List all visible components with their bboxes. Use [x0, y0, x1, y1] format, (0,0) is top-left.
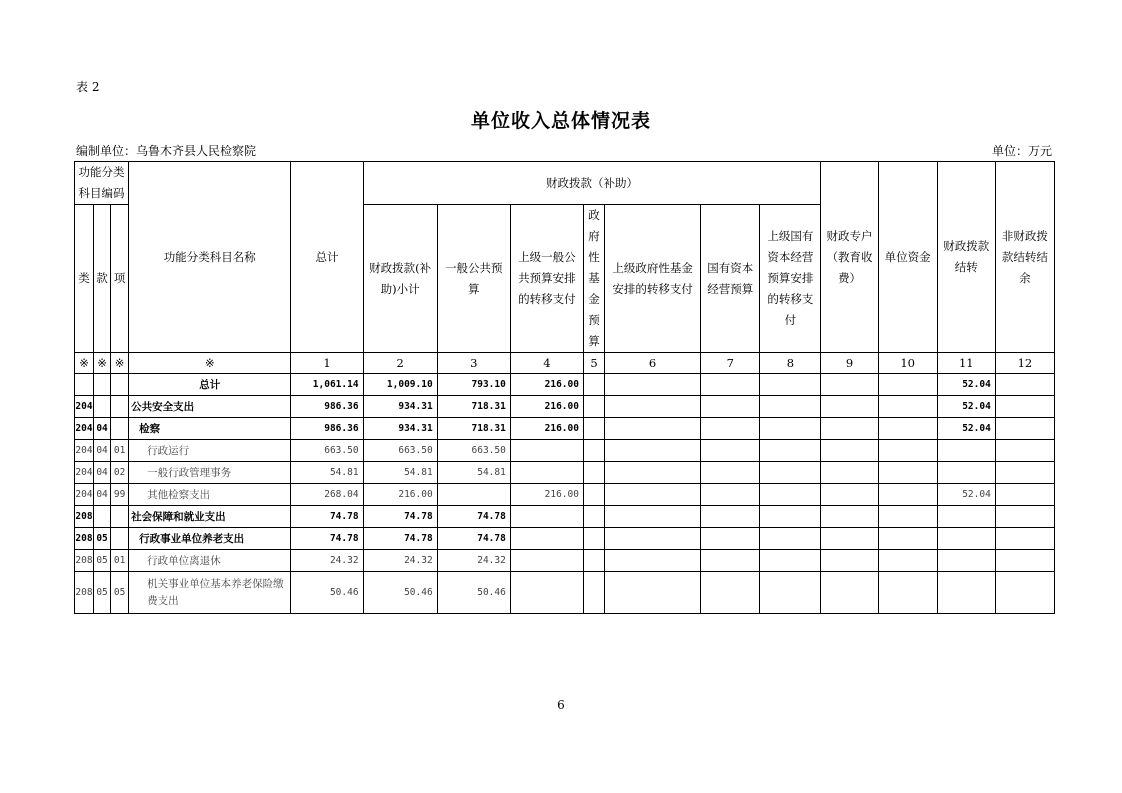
gov-fund-value	[583, 506, 604, 528]
org-name: 编制单位：乌鲁木齐县人民检察院	[76, 144, 257, 158]
upper-fund-transfer-value	[605, 506, 701, 528]
total-value: 54.81	[291, 462, 363, 484]
unit-funds-value	[878, 374, 937, 396]
section-code: 05	[94, 550, 111, 572]
special-education-value	[821, 418, 878, 440]
upper-general-transfer-value	[510, 572, 583, 614]
item-code	[111, 506, 129, 528]
row-name: 行政单位离退休	[129, 550, 291, 572]
gov-fund-value	[583, 528, 604, 550]
general-budget-value	[437, 484, 510, 506]
section-code	[94, 506, 111, 528]
header-upper-fund-transfer: 上级政府性基金安排的转移支付	[605, 205, 701, 353]
special-education-value	[821, 440, 878, 462]
upper-state-capital-value	[760, 550, 821, 572]
nonfiscal-carryover-value	[995, 572, 1054, 614]
unit-funds-value	[878, 440, 937, 462]
fiscal-subtotal-value: 663.50	[363, 440, 437, 462]
nonfiscal-carryover-value	[995, 374, 1054, 396]
class-code	[75, 374, 94, 396]
index-cell: 12	[995, 353, 1054, 374]
upper-state-capital-value	[760, 484, 821, 506]
fiscal-carryover-value: 52.04	[937, 484, 995, 506]
section-code: 05	[94, 528, 111, 550]
class-code: 208	[75, 550, 94, 572]
state-capital-value	[701, 396, 760, 418]
header-special-education: 财政专户（教育收费）	[821, 162, 878, 353]
row-name: 检察	[129, 418, 291, 440]
upper-general-transfer-value: 216.00	[510, 484, 583, 506]
unit-funds-value	[878, 550, 937, 572]
total-value: 1,061.14	[291, 374, 363, 396]
fiscal-subtotal-value: 50.46	[363, 572, 437, 614]
header-code-group: 功能分类科目编码	[75, 162, 129, 205]
table-row	[75, 572, 1055, 614]
special-education-value	[821, 484, 878, 506]
nonfiscal-carryover-value	[995, 396, 1054, 418]
item-code: 01	[111, 550, 129, 572]
class-code: 204	[75, 396, 94, 418]
general-budget-value: 24.32	[437, 550, 510, 572]
gov-fund-value	[583, 396, 604, 418]
total-value: 74.78	[291, 528, 363, 550]
table-row	[75, 550, 1055, 572]
state-capital-value	[701, 440, 760, 462]
upper-state-capital-value	[760, 374, 821, 396]
special-education-value	[821, 462, 878, 484]
section-code: 04	[94, 440, 111, 462]
index-cell: 3	[437, 353, 510, 374]
unit-funds-value	[878, 396, 937, 418]
index-cell: ※	[111, 353, 129, 374]
page-number: 6	[557, 698, 565, 712]
special-education-value	[821, 572, 878, 614]
upper-general-transfer-value	[510, 550, 583, 572]
index-cell: 10	[878, 353, 937, 374]
class-code: 208	[75, 572, 94, 614]
gov-fund-value	[583, 484, 604, 506]
header-fiscal-group: 财政拨款（补助）	[363, 162, 821, 205]
gov-fund-value	[583, 550, 604, 572]
index-cell: 5	[583, 353, 604, 374]
state-capital-value	[701, 506, 760, 528]
header-general-budget: 一般公共预算	[437, 205, 510, 353]
index-cell: 7	[701, 353, 760, 374]
section-code: 04	[94, 484, 111, 506]
index-cell: 9	[821, 353, 878, 374]
nonfiscal-carryover-value	[995, 418, 1054, 440]
total-value: 24.32	[291, 550, 363, 572]
row-name: 社会保障和就业支出	[129, 506, 291, 528]
total-value: 986.36	[291, 418, 363, 440]
total-value: 50.46	[291, 572, 363, 614]
item-code: 02	[111, 462, 129, 484]
item-code	[111, 396, 129, 418]
header-gov-fund-budget: 政府性基金预算	[583, 205, 604, 353]
index-cell: 11	[937, 353, 995, 374]
general-budget-value: 793.10	[437, 374, 510, 396]
gov-fund-value	[583, 374, 604, 396]
row-name: 总计	[129, 374, 291, 396]
state-capital-value	[701, 528, 760, 550]
table-label: 表 2	[76, 80, 100, 94]
class-code: 208	[75, 506, 94, 528]
general-budget-value: 50.46	[437, 572, 510, 614]
class-code: 208	[75, 528, 94, 550]
row-name: 一般行政管理事务	[129, 462, 291, 484]
upper-fund-transfer-value	[605, 440, 701, 462]
gov-fund-value	[583, 572, 604, 614]
header-section: 款	[94, 205, 111, 353]
table-row	[75, 528, 1055, 550]
class-code: 204	[75, 462, 94, 484]
section-code	[94, 396, 111, 418]
upper-general-transfer-value	[510, 462, 583, 484]
item-code: 05	[111, 572, 129, 614]
upper-fund-transfer-value	[605, 528, 701, 550]
header-unit-funds: 单位资金	[878, 162, 937, 353]
upper-state-capital-value	[760, 572, 821, 614]
header-nonfiscal-carryover: 非财政拨款结转结余	[995, 162, 1054, 353]
row-name: 公共安全支出	[129, 396, 291, 418]
header-class: 类	[75, 205, 94, 353]
class-code: 204	[75, 440, 94, 462]
index-cell: ※	[94, 353, 111, 374]
unit-funds-value	[878, 572, 937, 614]
header-state-capital-budget: 国有资本经营预算	[701, 205, 760, 353]
gov-fund-value	[583, 418, 604, 440]
state-capital-value	[701, 462, 760, 484]
row-name: 行政运行	[129, 440, 291, 462]
page-title: 单位收入总体情况表	[470, 110, 651, 132]
class-code: 204	[75, 484, 94, 506]
header-upper-state-capital-transfer: 上级国有资本经营预算安排的转移支付	[760, 205, 821, 353]
state-capital-value	[701, 418, 760, 440]
index-cell: 6	[605, 353, 701, 374]
index-cell: ※	[129, 353, 291, 374]
nonfiscal-carryover-value	[995, 506, 1054, 528]
upper-state-capital-value	[760, 440, 821, 462]
upper-general-transfer-value: 216.00	[510, 396, 583, 418]
row-name: 机关事业单位基本养老保险缴费支出	[129, 572, 291, 614]
index-cell: 8	[760, 353, 821, 374]
index-cell: ※	[75, 353, 94, 374]
total-value: 74.78	[291, 506, 363, 528]
item-code: 99	[111, 484, 129, 506]
fiscal-carryover-value	[937, 462, 995, 484]
header-fiscal-carryover: 财政拨款结转	[937, 162, 995, 353]
upper-general-transfer-value: 216.00	[510, 418, 583, 440]
gov-fund-value	[583, 462, 604, 484]
upper-state-capital-value	[760, 418, 821, 440]
special-education-value	[821, 374, 878, 396]
special-education-value	[821, 528, 878, 550]
upper-fund-transfer-value	[605, 484, 701, 506]
nonfiscal-carryover-value	[995, 550, 1054, 572]
state-capital-value	[701, 374, 760, 396]
fiscal-carryover-value	[937, 550, 995, 572]
income-summary-table	[74, 161, 1055, 614]
section-code: 05	[94, 572, 111, 614]
upper-fund-transfer-value	[605, 572, 701, 614]
header-total: 总计	[291, 162, 363, 353]
upper-general-transfer-value	[510, 528, 583, 550]
general-budget-value: 663.50	[437, 440, 510, 462]
header-fiscal-subtotal: 财政拨款(补助)小计	[363, 205, 437, 353]
table-row	[75, 506, 1055, 528]
total-value: 986.36	[291, 396, 363, 418]
nonfiscal-carryover-value	[995, 440, 1054, 462]
fiscal-carryover-value: 52.04	[937, 396, 995, 418]
item-code	[111, 528, 129, 550]
index-cell: 2	[363, 353, 437, 374]
item-code: 01	[111, 440, 129, 462]
table-row-total	[75, 374, 1055, 396]
section-code	[94, 374, 111, 396]
fiscal-subtotal-value: 934.31	[363, 418, 437, 440]
upper-general-transfer-value: 216.00	[510, 374, 583, 396]
unit-funds-value	[878, 484, 937, 506]
fiscal-carryover-value	[937, 506, 995, 528]
unit-funds-value	[878, 418, 937, 440]
upper-general-transfer-value	[510, 440, 583, 462]
section-code: 04	[94, 462, 111, 484]
fiscal-carryover-value: 52.04	[937, 418, 995, 440]
nonfiscal-carryover-value	[995, 462, 1054, 484]
special-education-value	[821, 396, 878, 418]
item-code	[111, 418, 129, 440]
unit-label: 单位：万元	[991, 144, 1052, 158]
header-item: 项	[111, 205, 129, 353]
state-capital-value	[701, 550, 760, 572]
upper-fund-transfer-value	[605, 550, 701, 572]
nonfiscal-carryover-value	[995, 528, 1054, 550]
gov-fund-value	[583, 440, 604, 462]
header-upper-general-transfer: 上级一般公共预算安排的转移支付	[510, 205, 583, 353]
general-budget-value: 718.31	[437, 396, 510, 418]
table-row	[75, 440, 1055, 462]
table-row	[75, 462, 1055, 484]
table-row	[75, 396, 1055, 418]
fiscal-subtotal-value: 24.32	[363, 550, 437, 572]
fiscal-subtotal-value: 74.78	[363, 506, 437, 528]
upper-state-capital-value	[760, 506, 821, 528]
nonfiscal-carryover-value	[995, 484, 1054, 506]
upper-general-transfer-value	[510, 506, 583, 528]
fiscal-subtotal-value: 54.81	[363, 462, 437, 484]
fiscal-carryover-value	[937, 572, 995, 614]
upper-state-capital-value	[760, 462, 821, 484]
upper-fund-transfer-value	[605, 462, 701, 484]
general-budget-value: 718.31	[437, 418, 510, 440]
total-value: 268.04	[291, 484, 363, 506]
fiscal-subtotal-value: 934.31	[363, 396, 437, 418]
general-budget-value: 74.78	[437, 528, 510, 550]
row-name: 行政事业单位养老支出	[129, 528, 291, 550]
fiscal-carryover-value	[937, 440, 995, 462]
fiscal-subtotal-value: 1,009.10	[363, 374, 437, 396]
upper-state-capital-value	[760, 396, 821, 418]
header-name: 功能分类科目名称	[129, 162, 291, 353]
fiscal-subtotal-value: 74.78	[363, 528, 437, 550]
section-code: 04	[94, 418, 111, 440]
state-capital-value	[701, 484, 760, 506]
general-budget-value: 74.78	[437, 506, 510, 528]
table-row	[75, 484, 1055, 506]
table-row	[75, 418, 1055, 440]
fiscal-carryover-value	[937, 528, 995, 550]
upper-fund-transfer-value	[605, 396, 701, 418]
unit-funds-value	[878, 506, 937, 528]
fiscal-carryover-value: 52.04	[937, 374, 995, 396]
unit-funds-value	[878, 528, 937, 550]
upper-fund-transfer-value	[605, 374, 701, 396]
special-education-value	[821, 506, 878, 528]
unit-funds-value	[878, 462, 937, 484]
row-name: 其他检察支出	[129, 484, 291, 506]
item-code	[111, 374, 129, 396]
class-code: 204	[75, 418, 94, 440]
state-capital-value	[701, 572, 760, 614]
index-cell: 1	[291, 353, 363, 374]
special-education-value	[821, 550, 878, 572]
upper-fund-transfer-value	[605, 418, 701, 440]
total-value: 663.50	[291, 440, 363, 462]
upper-state-capital-value	[760, 528, 821, 550]
column-index-row	[75, 353, 1055, 374]
index-cell: 4	[510, 353, 583, 374]
fiscal-subtotal-value: 216.00	[363, 484, 437, 506]
general-budget-value: 54.81	[437, 462, 510, 484]
